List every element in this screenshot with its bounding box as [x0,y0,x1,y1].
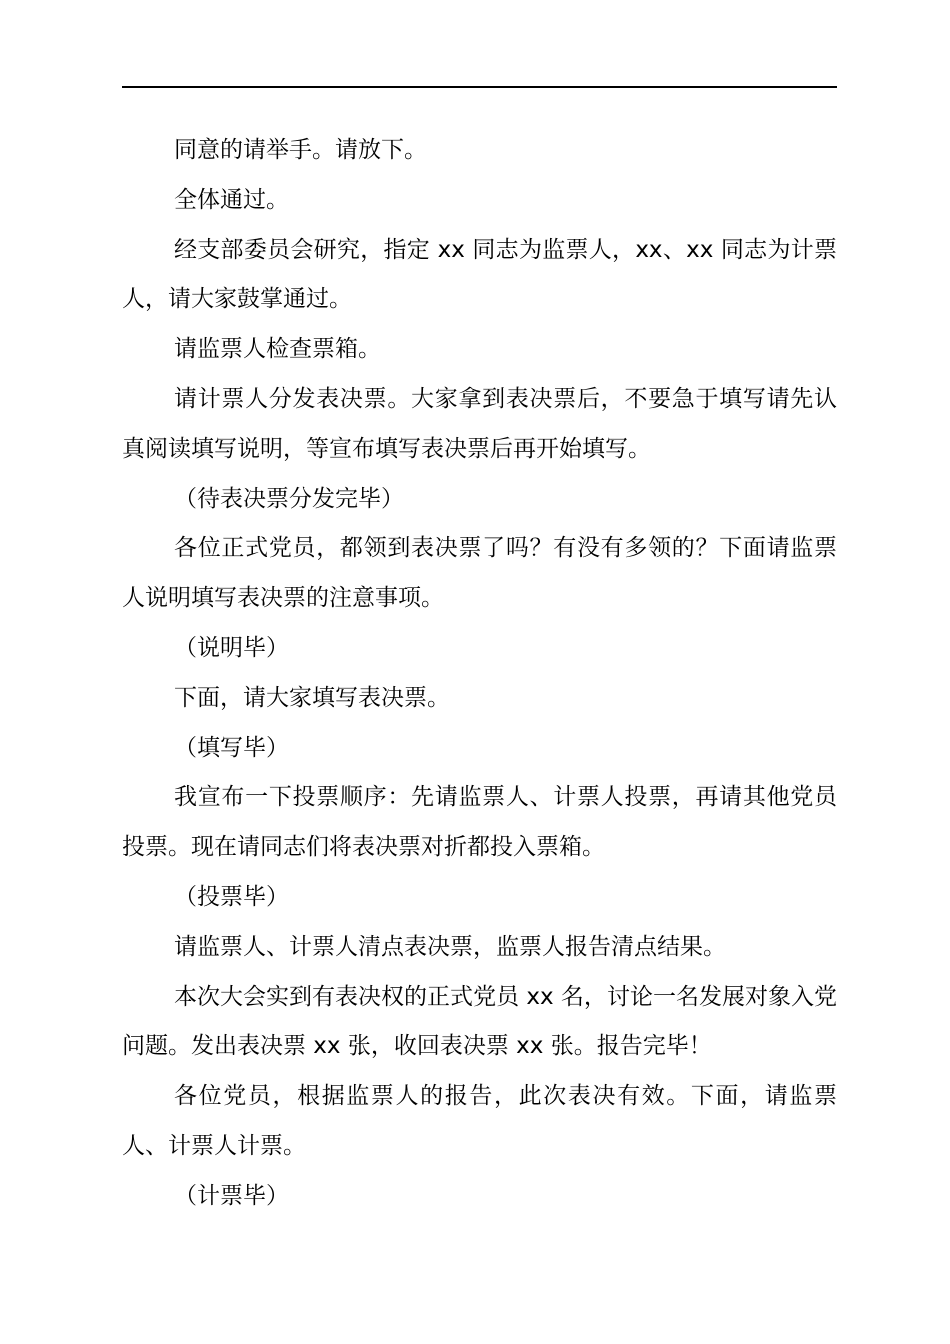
header-rule [122,86,837,88]
document-body [122,126,837,1222]
paragraph: 我宣布一下投票顺序：先请监票人、计票人投票，再请其他党员投票。现在请同志们将表决票对折都投入票箱。 [122,784,837,861]
paragraph: 全体通过。 [174,186,289,213]
paragraph: 请监票人检查票箱。 [174,336,381,363]
paragraph: 请监票人、计票人清点表决票，监票人报告清点结果。 [174,933,726,960]
paragraph: 各位正式党员，都领到表决票了吗？有没有多领的？下面请监票人说明填写表决票的注意事项。 [122,535,837,612]
paragraph: （投票毕） [174,883,289,910]
paragraph: （计票毕） [174,1182,289,1209]
paragraph: 请计票人分发表决票。大家拿到表决票后，不要急于填写请先认真阅读填写说明，等宣布填写表决票后再开始填写。 [122,385,837,462]
paragraph: （说明毕） [174,634,289,661]
paragraph: 本次大会实到有表决权的正式党员 xx 名，讨论一名发展对象入党问题。发出表决票 xx 张，收回表决票 xx 张。报告完毕！ [122,983,837,1060]
paragraph: 经支部委员会研究，指定 xx 同志为监票人，xx、xx 同志为计票人，请大家鼓掌通过。 [122,236,837,313]
paragraph: 下面，请大家填写表决票。 [174,684,450,711]
paragraph: 同意的请举手。请放下。 [174,137,427,163]
paragraph: 各位党员，根据监票人的报告，此次表决有效。下面，请监票人、计票人计票。 [122,1083,837,1159]
paragraph: （填写毕） [174,734,289,761]
paragraph: （待表决票分发完毕） [174,485,404,512]
